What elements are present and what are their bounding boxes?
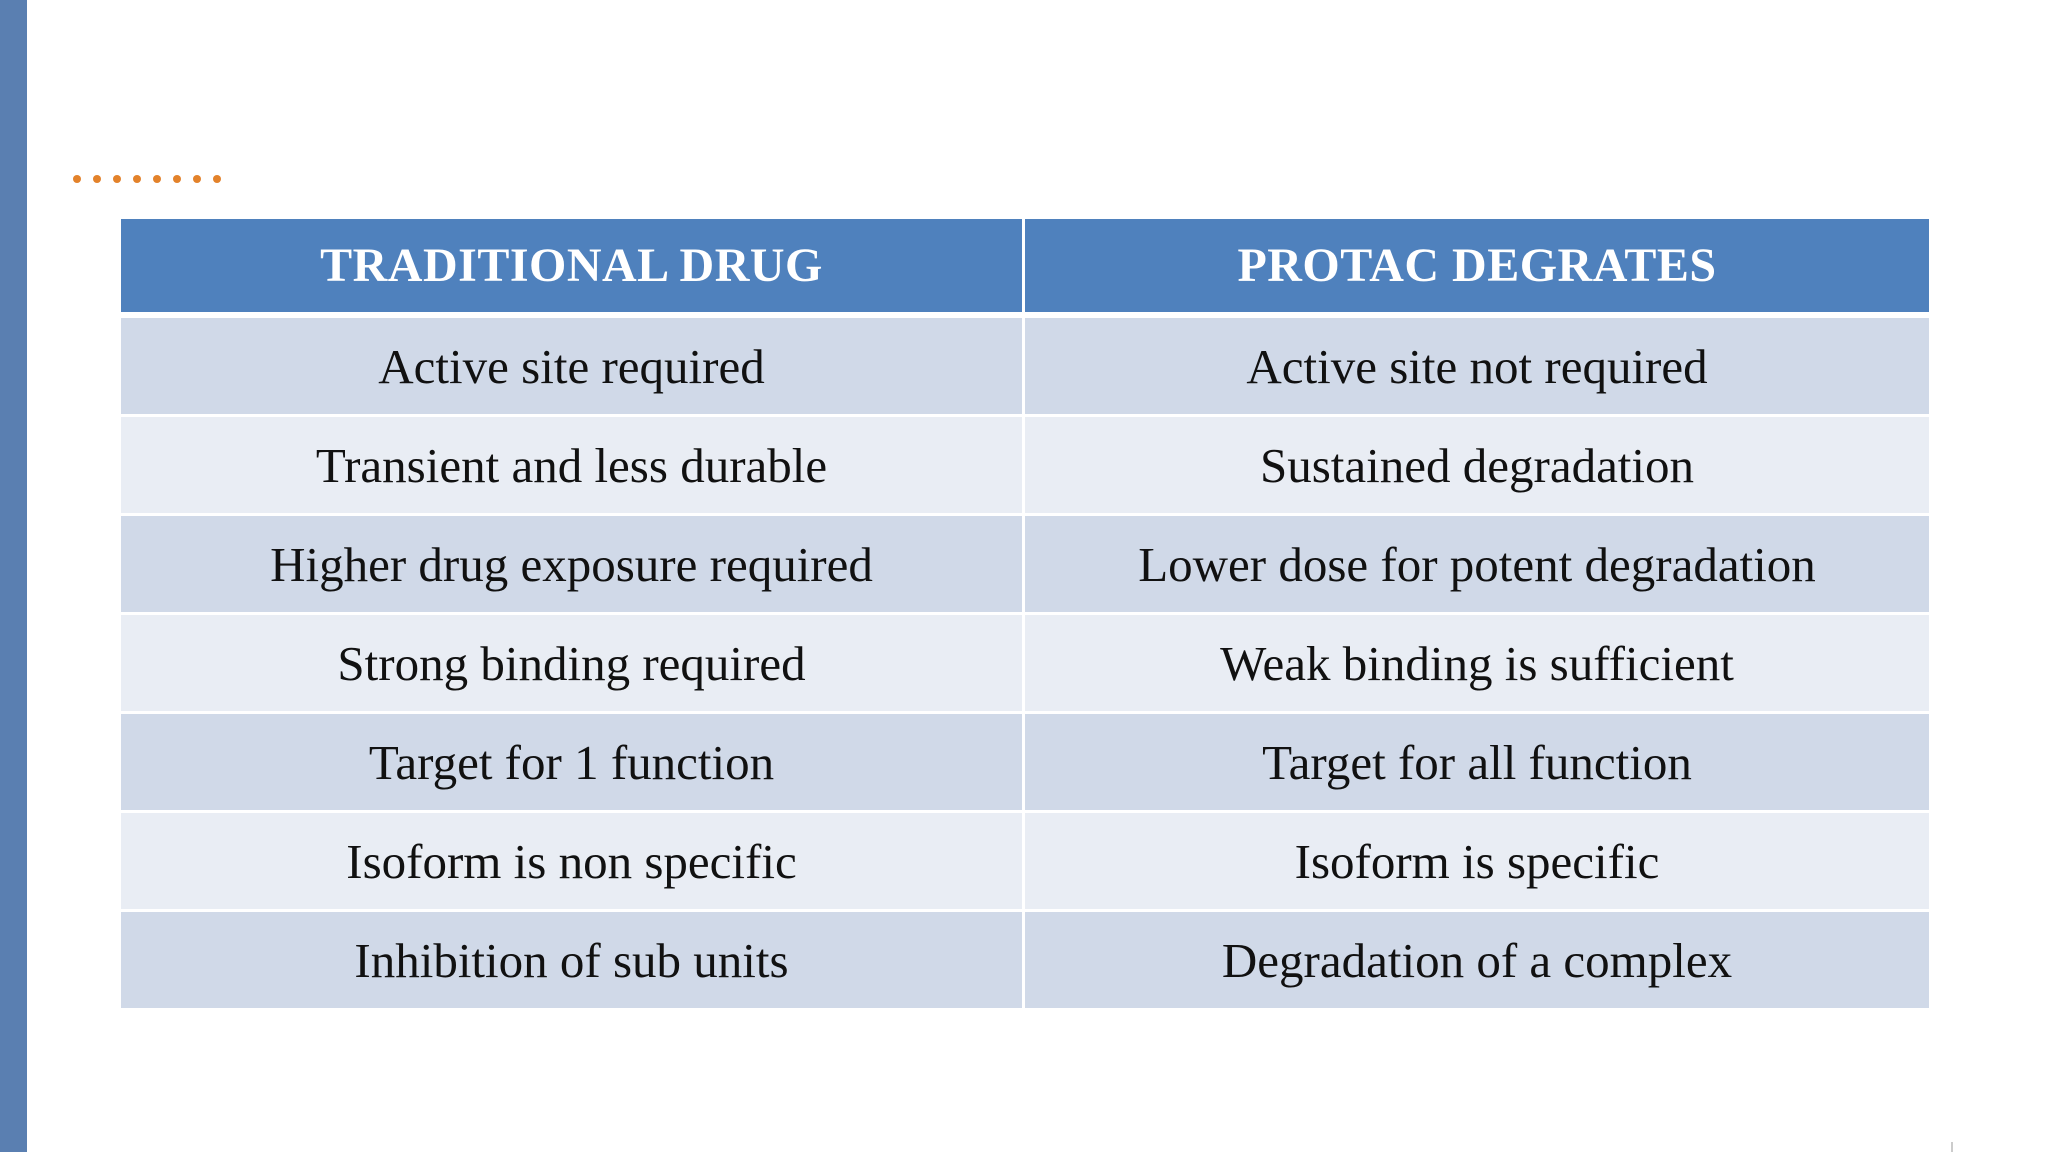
table-row — [121, 516, 1929, 615]
table-row — [121, 417, 1929, 516]
dot — [173, 175, 181, 183]
table-cell-protac: Isoform is specific — [1025, 813, 1929, 912]
table-cell-protac: Degradation of a complex — [1025, 912, 1929, 1011]
table-cell-protac: Sustained degradation — [1025, 417, 1929, 516]
table-row — [121, 912, 1929, 1011]
dot — [193, 175, 201, 183]
table-cell-traditional: Target for 1 function — [121, 714, 1025, 813]
table-cell-protac: Weak binding is sufficient — [1025, 615, 1929, 714]
table-cell-traditional: Transient and less durable — [121, 417, 1025, 516]
table-cell-protac: Lower dose for potent degradation — [1025, 516, 1929, 615]
header-traditional-drug: TRADITIONAL DRUG — [121, 219, 1025, 318]
left-accent-bar — [0, 0, 27, 1152]
decorative-dots — [73, 175, 221, 183]
header-protac-degrates: PROTAC DEGRATES — [1025, 219, 1929, 318]
table-cell-traditional: Active site required — [121, 318, 1025, 417]
dot — [133, 175, 141, 183]
table-cell-traditional: Isoform is non specific — [121, 813, 1025, 912]
table-cell-traditional: Strong binding required — [121, 615, 1025, 714]
dot — [93, 175, 101, 183]
corner-mark — [1951, 1142, 1953, 1152]
table-row — [121, 714, 1929, 813]
table-header-row — [121, 219, 1929, 318]
table-row — [121, 615, 1929, 714]
dot — [213, 175, 221, 183]
dot — [153, 175, 161, 183]
table-cell-protac: Target for all function — [1025, 714, 1929, 813]
table-cell-traditional: Higher drug exposure required — [121, 516, 1025, 615]
table-cell-protac: Active site not required — [1025, 318, 1929, 417]
table-row — [121, 318, 1929, 417]
table-row — [121, 813, 1929, 912]
dot — [113, 175, 121, 183]
dot — [73, 175, 81, 183]
table-cell-traditional: Inhibition of sub units — [121, 912, 1025, 1011]
comparison-table — [121, 219, 1929, 1011]
